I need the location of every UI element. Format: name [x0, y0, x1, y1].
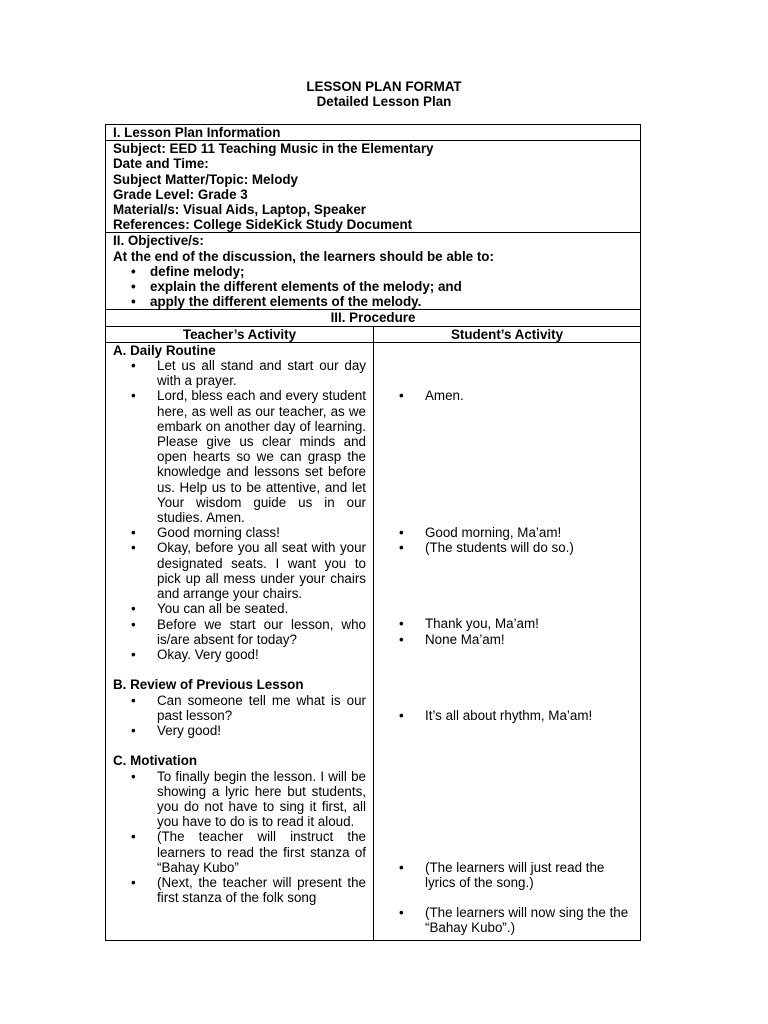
review-teacher-list [113, 693, 366, 739]
student-response-list [381, 388, 633, 935]
student-line: • Thank you, Ma’am! [381, 616, 633, 631]
info-materials: Material/s: Visual Aids, Laptop, Speaker [113, 202, 367, 218]
teacher-line: • (The teacher will instruct the learners to read the first stanza of “Bahay Kubo” [113, 829, 366, 875]
student-line: • (The students will do so.) [381, 540, 633, 555]
info-heading: I. Lesson Plan Information [113, 125, 281, 140]
teacher-activity-header: Teacher’s Activity [106, 327, 374, 342]
teacher-line: • Let us all stand and start our day with a prayer. [113, 358, 366, 388]
teacher-line: • Very good! [113, 723, 366, 738]
daily-routine-heading: A. Daily Routine [113, 342, 216, 358]
review-heading: B. Review of Previous Lesson [113, 677, 304, 693]
motivation-heading: C. Motivation [113, 753, 198, 769]
objectives-heading: II. Objective/s: [113, 233, 204, 249]
info-date-time: Date and Time: [113, 156, 209, 172]
document-title: LESSON PLAN FORMAT [306, 79, 462, 94]
student-activity-header: Student’s Activity [450, 326, 564, 342]
teacher-activity-column [106, 343, 374, 940]
teacher-line: • Lord, bless each and every student here, as well as our teacher, as we embark on another day of learning. Please give us clear minds and open hearts so we can grasp the knowledge and lessons set before us. Help us to be attentive, and let Your wisdom guide us in our studies. Amen. [113, 388, 366, 525]
student-line: • Amen. [381, 388, 633, 403]
student-line: • (The learners will now sing the the “Bahay Kubo”.) [381, 905, 633, 935]
objectives-list [113, 264, 633, 310]
info-details [106, 141, 640, 233]
student-line: • (The learners will just read the lyrics of the song.) [381, 860, 633, 890]
procedure-heading: III. Procedure [106, 310, 640, 326]
student-line: • None Ma’am! [381, 632, 633, 647]
info-section [106, 125, 640, 141]
objectives-section [106, 233, 640, 310]
procedure-columns-header [106, 327, 640, 343]
document-subtitle: Detailed Lesson Plan [316, 94, 452, 109]
teacher-line: • Okay, before you all seat with your designated seats. I want you to pick up all mess under your chairs and arrange your chairs. [113, 540, 366, 601]
teacher-line: • Can someone tell me what is our past lesson? [113, 693, 366, 723]
objective-item: • define melody; [113, 264, 633, 279]
info-subject: Subject: EED 11 Teaching Music in the Elementary [113, 141, 434, 157]
teacher-line: • To finally begin the lesson. I will be showing a lyric here but students, you do not have to sing it first, all you have to do is to read it aloud. [113, 769, 366, 830]
teacher-line: • You can all be seated. [113, 601, 366, 616]
info-topic: Subject Matter/Topic: Melody [113, 171, 299, 187]
teacher-line: • Okay. Very good! [113, 647, 366, 662]
teacher-line: • (Next, the teacher will present the first stanza of the folk song [113, 875, 366, 905]
teacher-line: • Good morning class! [113, 525, 366, 540]
objective-item: • explain the different elements of the melody; and [113, 279, 633, 294]
objective-item: • apply the different elements of the melody. [113, 294, 633, 309]
daily-routine-teacher-list [113, 358, 366, 662]
student-activity-column [374, 343, 640, 940]
student-line: • It’s all about rhythm, Ma’am! [381, 708, 633, 723]
teacher-line: • Before we start our lesson, who is/are absent for today? [113, 617, 366, 647]
info-references: References: College SideKick Study Document [113, 217, 413, 233]
motivation-teacher-list [113, 769, 366, 906]
procedure-body [106, 343, 640, 940]
lesson-plan-table [105, 124, 641, 941]
objectives-intro: At the end of the discussion, the learners should be able to: [113, 248, 494, 264]
student-line: • Good morning, Ma’am! [381, 525, 633, 540]
info-grade-level: Grade Level: Grade 3 [113, 186, 248, 202]
